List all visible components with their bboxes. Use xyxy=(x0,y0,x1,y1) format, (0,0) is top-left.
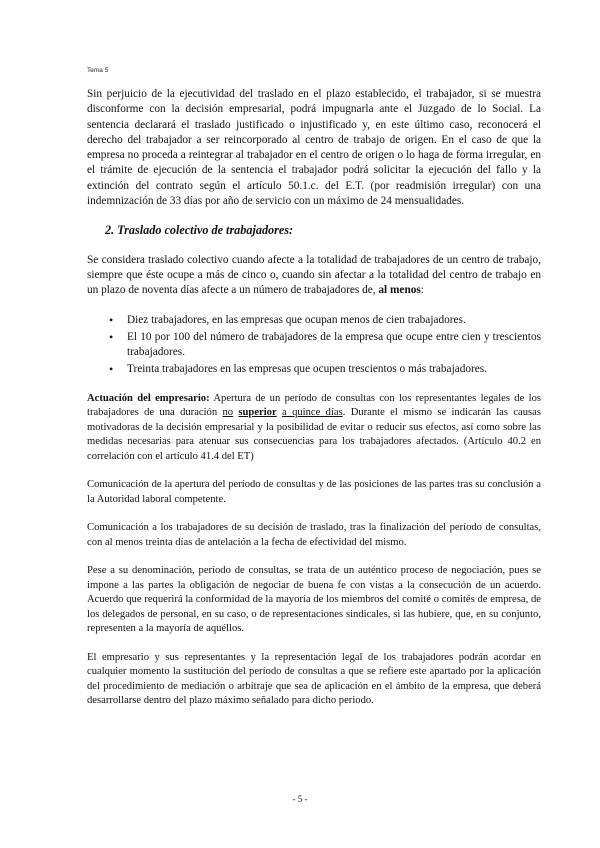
document-body xyxy=(87,87,541,723)
list-item: • Treinta trabajadores en las empresas que ocupen trescientos o más trabajadores. xyxy=(127,362,541,377)
paragraph-comunicacion-autoridad: Comunicación de la apertura del período de consultas y de las posiciones de las partes tras su conclusión a la Autoridad laboral competente. xyxy=(87,479,541,505)
list-item: • El 10 por 100 del número de trabajadores de la empresa que ocupe entre cien y trescientos trabajadores. xyxy=(127,330,541,361)
actuacion-no: no xyxy=(222,407,234,419)
actuacion-text2: . Durante el mismo se indicarán las causas motivadoras de la decisión empresarial y la posibilidad de evitar o reducir sus efectos, así como sobre las medidas necesarias para atenuar sus consecuencias para los trabajadores afectados. (Artículo 40.2 en correlación con el artículo 41.4 del ET) xyxy=(87,407,541,462)
bullet-list xyxy=(87,313,541,378)
actuacion-text1: Apertura de un período de consultas con los representantes legales de los trabajadores de una duración xyxy=(87,392,541,419)
definicion-text: Se considera traslado colectivo cuando afecte a la totalidad de trabajadores de un centro de trabajo, siempre que éste ocupe a más de cinco o, cuando sin afectar a la totalidad del centro de trabajo en un plazo de noventa días afecte a un número de trabajadores de, xyxy=(87,253,541,297)
actuacion-quince: a quince días xyxy=(282,407,343,419)
actuacion-label: Actuación del empresario: xyxy=(87,392,210,404)
page-number: - 5 - xyxy=(292,794,308,804)
paragraph-actuacion xyxy=(87,392,541,465)
paragraph-impugnacion: Sin perjuicio de la ejecutividad del traslado en el plazo establecido, el trabajador, si se muestra disconforme con la decisión empresarial, podrá impugnarla ante el Juzgado de lo Social. La sentencia declarará el traslado justificado o injustificado y, en este último caso, reconocerá el derecho del trabajador a ser reincorporado al centro de trabajo de origen. En el caso de que la empresa no proceda a reintegrar al trabajador en el centro de origen o lo haga de forma irregular, en el trámite de ejecución de la sentencia el trabajador podrá solicitar la ejecución del fallo y la extinción del contrato según el artículo 50.1.c. del E.T. (por readmisión irregular) con una indemnización de 33 días por año de servicio con un máximo de 24 mensualidades. xyxy=(87,88,541,208)
actuacion-superior: superior xyxy=(238,407,277,419)
paragraph-comunicacion-trabajadores: Comunicación a los trabajadores de su decisión de traslado, tras la finalización del período de consultas, con al menos treinta días de antelación a la fecha de efectividad del mismo. xyxy=(87,522,541,548)
definicion-bold: al menos xyxy=(378,284,421,297)
list-item: • Diez trabajadores, en las empresas que ocupan menos de cien trabajadores. xyxy=(127,313,541,328)
definicion-end: : xyxy=(420,284,424,297)
paragraph-sustitucion: El empresario y sus representantes y la representación legal de los trabajadores podrán acordar en cualquier momento la sustitución del período de consultas a que se refiere este apartado por la aplicación del procedimiento de mediación o arbitraje que sea de aplicación en el ámbito de la empresa, que deberá desarrollarse dentro del plazo máximo señalado para dicho periodo. xyxy=(87,651,541,707)
page-header: Tema 5 xyxy=(87,67,109,74)
paragraph-definicion xyxy=(87,253,541,299)
section-title: 2. Traslado colectivo de trabajadores: xyxy=(105,223,294,238)
paragraph-negociacion: Pese a su denominación, período de consultas, se trata de un auténtico proceso de negociación, pues se impone a las partes la obligación de negociar de buena fe con vistas a la consecución de un acuerdo. Acuerdo que requerirá la conformidad de la mayoría de los miembros del comité o comités de empresa, de los delegados de personal, en su caso, o de representaciones sindicales, si las hubiere, que, en su conjunto, representen a la mayoría de aquéllos. xyxy=(87,565,541,635)
